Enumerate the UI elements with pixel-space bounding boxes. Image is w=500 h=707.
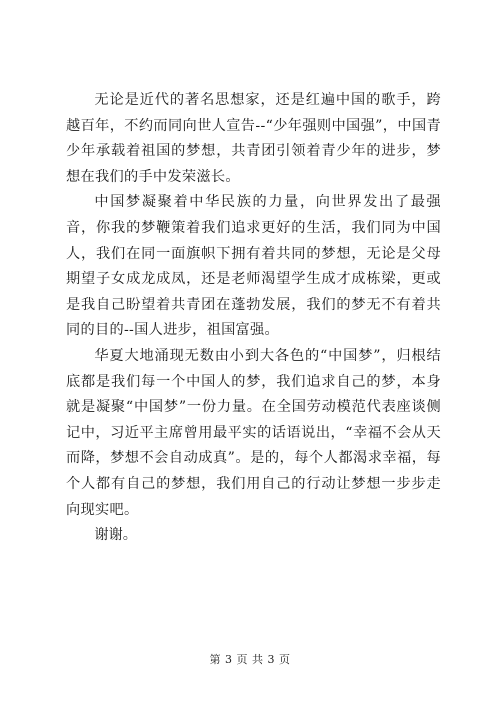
paragraph-3: 华夏大地涌现无数由小到大各色的“中国梦”，归根结底都是我们每一个中国人的梦，我们追求自己的梦，本身就是凝聚“中国梦”一份力量。在全国劳动模范代表座谈侧记中，习近平主席曾用最平实的话语说出，“幸福不会从天而降，梦想不会自动成真”。是的，每个人都渴求幸福，每个人都有自己的梦想，我们用自己的行动让梦想一步步走向现实吧。 bbox=[66, 347, 441, 518]
paragraph-2: 中国梦凝聚着中华民族的力量，向世界发出了最强音，你我的梦鞭策着我们追求更好的生活，我们同为中国人，我们在同一面旗帜下拥有着共同的梦想，无论是父母期望子女成龙成凤，还是老师渴望学生成才成栋梁，更或是我自己盼望着共青团在蓬勃发展，我们的梦无不有着共同的目的--国人进步，祖国富强。 bbox=[66, 194, 441, 339]
document-body bbox=[66, 88, 441, 563]
closing-line: 谢谢。 bbox=[94, 527, 137, 544]
paragraph-1: 无论是近代的著名思想家，还是红遍中国的歌手，跨越百年，不约而同向世人宣告--“少年强则中国强”，中国青少年承载着祖国的梦想，共青团引领着青少年的进步，梦想在我们的手中发荣滋长。 bbox=[66, 92, 441, 185]
page-number-footer: 第 3 页 共 3 页 bbox=[209, 653, 291, 666]
